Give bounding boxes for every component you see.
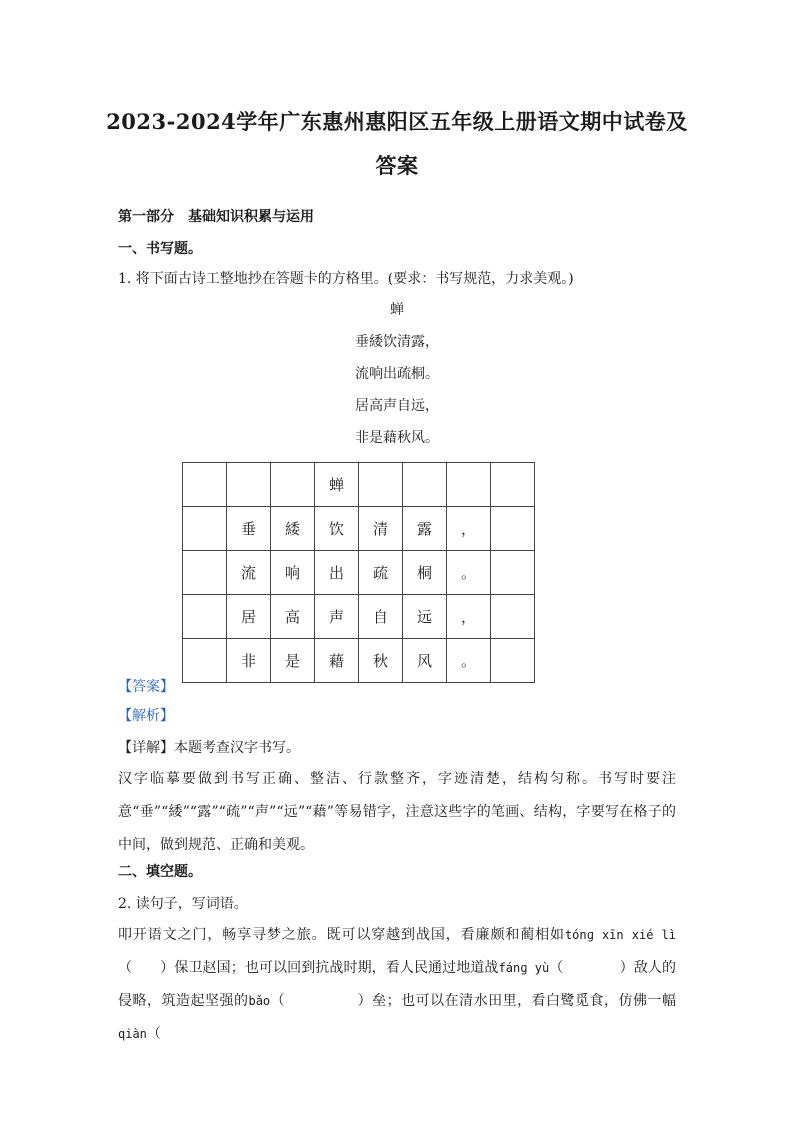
poem-title: 蝉 (390, 302, 404, 318)
grid-cell (227, 463, 271, 507)
grid-cell (359, 463, 403, 507)
grid-cell: 是 (271, 639, 315, 683)
poem-line: 非是藉秋风。 (355, 430, 439, 446)
analysis-tag: 【解析】 (118, 708, 174, 724)
grid-cell: 。 (447, 639, 491, 683)
part-heading: 第一部分 基础知识积累与运用 (118, 209, 314, 225)
detail-text: 本题考查汉字书写。 (174, 740, 300, 756)
grid-cell: 疏 (359, 551, 403, 595)
grid-cell: 清 (359, 507, 403, 551)
grid-cell: ， (447, 507, 491, 551)
grid-cell: 远 (403, 595, 447, 639)
grid-cell: 露 (403, 507, 447, 551)
grid-cell: 出 (315, 551, 359, 595)
q2-text: （ ）垒；也可以在清水田里，看白鹭觅食，仿佛一幅 (270, 993, 677, 1009)
grid-row (183, 551, 535, 595)
grid-cell (491, 463, 535, 507)
grid-cell (183, 507, 227, 551)
grid-cell: 垂 (227, 507, 271, 551)
question-2-paragraph (118, 919, 676, 1051)
grid-cell (271, 463, 315, 507)
grid-cell (183, 463, 227, 507)
grid-cell: 饮 (315, 507, 359, 551)
pinyin: bǎo (248, 994, 271, 1008)
grid-cell: 居 (227, 595, 271, 639)
answer-tag: 【答案】 (118, 679, 174, 695)
question-1-prompt: 1. 将下面古诗工整地抄在答题卡的方格里。(要求：书写规范，力求美观。) (118, 271, 574, 287)
pinyin: qiàn (118, 1027, 147, 1041)
grid-cell: 蝉 (315, 463, 359, 507)
grid-cell (183, 551, 227, 595)
grid-cell: 自 (359, 595, 403, 639)
pinyin: fánɡ yù (498, 961, 550, 975)
grid-cell: 流 (227, 551, 271, 595)
grid-cell (183, 595, 227, 639)
document-title (100, 100, 694, 188)
poem-line: 流响出疏桐。 (355, 366, 439, 382)
detail-line (118, 738, 300, 758)
grid-row (183, 507, 535, 551)
grid-cell (491, 595, 535, 639)
q2-text: （ (146, 1026, 161, 1042)
grid-cell: 风 (403, 639, 447, 683)
poem-line: 居高声自远， (355, 398, 439, 414)
grid-cell: 非 (227, 639, 271, 683)
grid-cell (491, 551, 535, 595)
grid-cell: ， (447, 595, 491, 639)
analysis-paragraph: 汉字临摹要做到书写正确、整洁、行款整齐，字迹清楚，结构匀称。书写时要注意“垂”“緌”“露”“疏”“声”“远”“藉”等易错字，注意这些字的笔画、结构，字要写在格子的中间，做到规范、正确和美观。 (118, 771, 676, 853)
detail-tag: 【详解】 (118, 740, 174, 756)
question-2-prompt: 2. 读句子，写词语。 (118, 896, 248, 912)
grid-cell (183, 639, 227, 683)
grid-cell (491, 639, 535, 683)
poem-line: 垂緌饮清露， (355, 334, 439, 350)
title-line-1: 2023-2024学年广东惠州惠阳区五年级上册语文期中试卷及 (106, 109, 688, 134)
grid-cell: 緌 (271, 507, 315, 551)
grid-cell (403, 463, 447, 507)
grid-cell (447, 463, 491, 507)
q2-text: 叩开语文之门，畅享寻梦之旅。既可以穿越到战国，看廉颇和蔺相如 (118, 927, 565, 943)
grid-cell: 声 (315, 595, 359, 639)
grid-cell: 高 (271, 595, 315, 639)
grid-row (183, 639, 535, 683)
pinyin: tónɡ xīn xié lì (564, 928, 677, 942)
grid-cell (491, 507, 535, 551)
q2-text: （ ）保卫赵国；也可以回到抗战时期，看人民通过地道战 (118, 960, 499, 976)
title-line-2: 答案 (375, 153, 419, 178)
grid-row (183, 463, 535, 507)
answer-grid (182, 462, 535, 683)
grid-cell: 桐 (403, 551, 447, 595)
grid-cell: 藉 (315, 639, 359, 683)
grid-cell: 响 (271, 551, 315, 595)
grid-row (183, 595, 535, 639)
q2-text: （ ）敌人的侵略，筑造起坚强的 (118, 960, 677, 1009)
section-2-heading: 二、填空题。 (118, 864, 202, 880)
grid-cell: 。 (447, 551, 491, 595)
section-1-heading: 一、书写题。 (118, 241, 202, 257)
grid-cell: 秋 (359, 639, 403, 683)
